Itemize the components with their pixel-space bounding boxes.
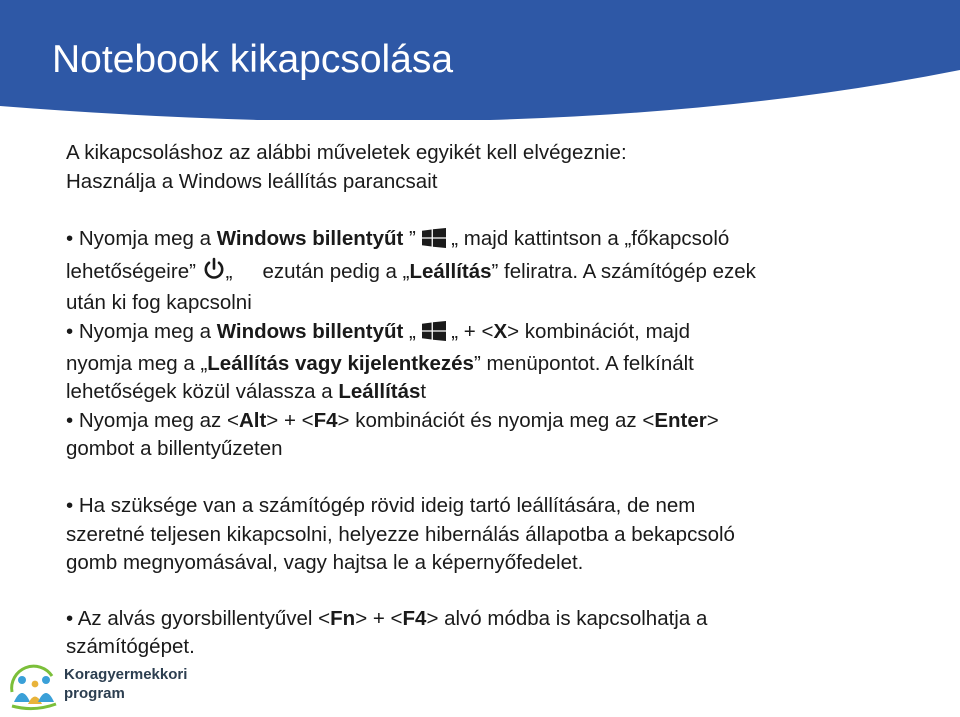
bullet-line: után ki fog kapcsolni — [66, 291, 252, 315]
bullet-line: gomb megnyomásával, vagy hajtsa le a képernyőfedelet. — [66, 551, 584, 575]
logo-text: Koragyermekkori program — [64, 666, 188, 702]
power-icon — [202, 257, 226, 290]
family-logo-icon — [8, 662, 60, 712]
windows-logo-icon — [422, 228, 446, 257]
bullet-line: lehetőségeire” „ ezután pedig a „Leállítás” feliratra. A számítógép ezek — [66, 257, 926, 290]
bullet-line: szeretné teljesen kikapcsolni, helyezze hibernálás állapotba a bekapcsoló — [66, 522, 735, 546]
program-logo — [8, 662, 198, 712]
bullet-line: számítógépet. — [66, 635, 195, 659]
intro-line: A kikapcsoláshoz az alábbi műveletek egyikét kell elvégeznie: — [66, 141, 627, 164]
bullet-line: lehetőségek közül válassza a Leállítást — [66, 380, 427, 404]
bullet-hibernate: • Ha szüksége van a számítógép rövid ideig tartó leállítására, de nem — [66, 493, 696, 517]
bullet-line: gombot a billentyűzeten — [66, 437, 283, 461]
page-title: Notebook kikapcsolása — [52, 38, 454, 81]
bullet-windows-x: • Nyomja meg a Windows billentyűt „ „ + <X> kombinációt, majd — [66, 318, 926, 350]
bullet-windows-shutdown: • Nyomja meg a Windows billentyűt ” „ majd kattintson a „főkapcsoló — [66, 225, 926, 257]
slide-content — [66, 139, 926, 662]
bullet-alt-f4: • Nyomja meg az <Alt> + <F4> kombinációt és nyomja meg az <Enter> — [66, 408, 719, 432]
slide-header — [0, 0, 960, 120]
intro-line: Használja a Windows leállítás parancsait — [66, 169, 438, 193]
bullet-line: nyomja meg a „Leállítás vagy kijelentkezés” menüpontot. A felkínált — [66, 351, 694, 375]
bullet-sleep: • Az alvás gyorsbillentyűvel <Fn> + <F4> alvó módba is kapcsolhatja a — [66, 606, 708, 630]
windows-logo-icon — [422, 321, 446, 350]
